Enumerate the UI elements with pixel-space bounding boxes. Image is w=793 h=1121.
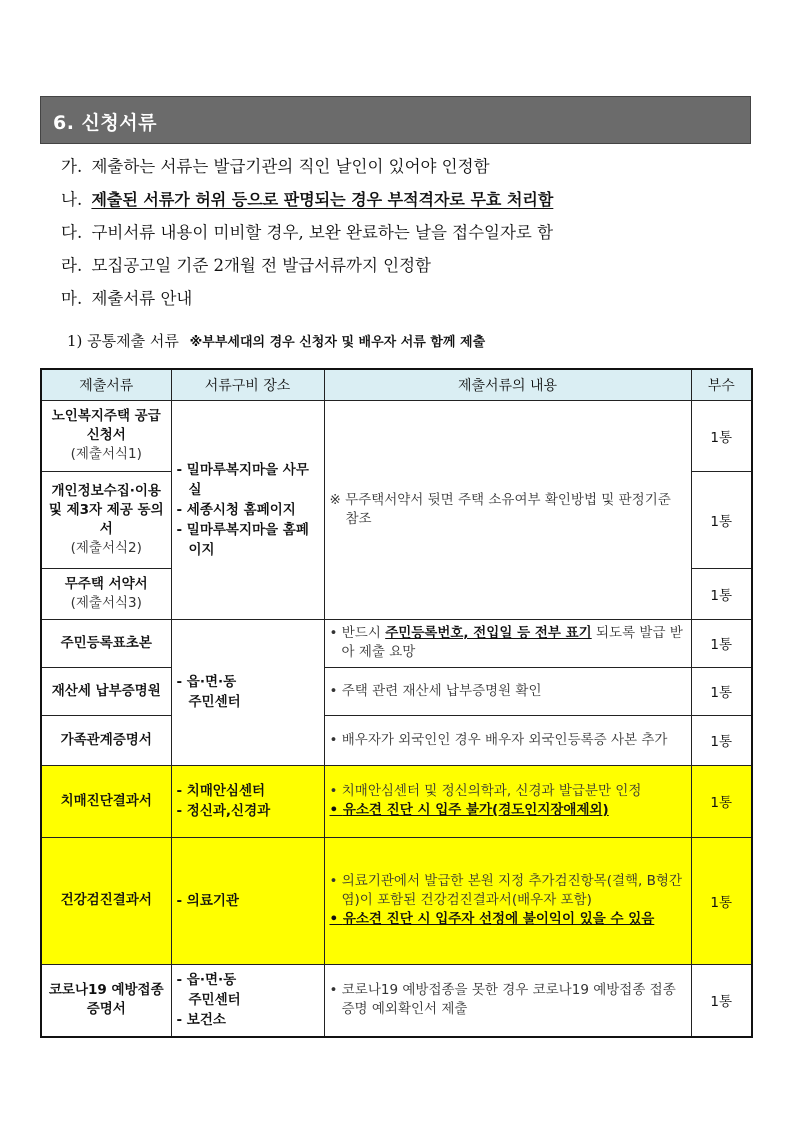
content-text: 주택 관련 재산세 납부증명원 확인 — [341, 682, 542, 699]
note-item — [61, 150, 761, 183]
header-document: 제출서류 — [41, 369, 171, 400]
table-row — [41, 667, 752, 715]
doc-form: (제출서식3) — [70, 594, 142, 611]
count-cell: 1통 — [691, 964, 752, 1037]
note-prefix: 가. — [61, 157, 83, 176]
content-bullet-emphasis: • 유소견 진단 시 입주자 선정에 불이익이 있을 수 있음 — [329, 911, 655, 927]
count-cell: 1통 — [691, 837, 752, 964]
doc-name: 치매진단결과서 — [60, 792, 152, 809]
subheading-note: ※부부세대의 경우 신청자 및 배우자 서류 함께 제출 — [189, 335, 486, 350]
place-cell — [171, 964, 324, 1037]
count-cell: 1통 — [691, 715, 752, 765]
doc-cell — [41, 667, 171, 715]
place-cell — [171, 619, 324, 765]
content-text: 배우자가 외국인인 경우 배우자 외국인등록증 사본 추가 — [341, 731, 668, 748]
doc-name: 재산세 납부증명원 — [51, 682, 161, 699]
place-item: - 의료기관 — [176, 892, 239, 909]
doc-cell — [41, 964, 171, 1037]
doc-name: 무주택 서약서 — [64, 575, 148, 592]
header-content: 제출서류의 내용 — [324, 369, 691, 400]
doc-cell — [41, 619, 171, 667]
doc-cell — [41, 765, 171, 837]
place-item: - 밀마루복지마을 사무실 — [176, 461, 309, 498]
content-cell — [324, 765, 691, 837]
content-cell — [324, 964, 691, 1037]
content-emphasis: 주민등록번호, 전입일 등 전부 표기 — [385, 625, 592, 641]
content-bullet: • 반드시 주민등록번호, 전입일 등 전부 표기 되도록 발급 받아 제출 요망 — [329, 625, 683, 660]
doc-form: (제출서식2) — [70, 539, 142, 556]
doc-form: (제출서식1) — [70, 446, 142, 462]
note-prefix: 라. — [61, 256, 83, 275]
content-cell — [324, 619, 691, 667]
subheading-label: 1) 공통제출 서류 — [67, 332, 179, 350]
section-header — [40, 96, 751, 144]
place-item: 주민센터 — [188, 694, 241, 710]
note-item — [61, 216, 761, 249]
content-text: 의료기관에서 발급한 본원 지정 추가검진항목(결핵, B형간염)이 포함된 건강검진결과서(배우자 포함) — [341, 873, 682, 908]
doc-cell — [41, 400, 171, 471]
place-cell — [171, 837, 324, 964]
note-prefix: 나. — [61, 190, 83, 209]
doc-cell — [41, 837, 171, 964]
place-item: - 밀마루복지마을 홈페이지 — [176, 521, 309, 558]
doc-name: 건강검진결과서 — [60, 892, 152, 908]
doc-name: 개인정보수집·이용 및 제3자 제공 동의서 — [48, 482, 164, 537]
table-row-highlighted — [41, 765, 752, 837]
content-bullet: • 코로나19 예방접종을 못한 경우 코로나19 예방접종 접종증명 예외확인서 제출 — [329, 982, 676, 1018]
doc-name: 코로나19 예방접종 증명서 — [48, 982, 164, 1018]
section-title: 6. 신청서류 — [53, 112, 157, 134]
content-cell — [324, 400, 691, 619]
table-row — [41, 715, 752, 765]
place-item: - 보건소 — [176, 1012, 226, 1029]
count-cell: 1통 — [691, 400, 752, 471]
table-row-highlighted — [41, 837, 752, 964]
content-bullet: • 의료기관에서 발급한 본원 지정 추가검진항목(결핵, B형간염)이 포함된 건강검진결과서(배우자 포함) — [329, 873, 682, 908]
content-text: 유소견 진단 시 입주 불가(경도인지장애제외) — [342, 802, 609, 818]
table-row — [41, 400, 752, 471]
content-cell — [324, 667, 691, 715]
note-item — [61, 282, 761, 315]
note-item — [61, 183, 761, 216]
note-text: 구비서류 내용이 미비할 경우, 보완 완료하는 날을 접수일자로 함 — [91, 223, 554, 242]
doc-cell — [41, 568, 171, 619]
count-cell: 1통 — [691, 471, 752, 568]
note-text: 제출서류 안내 — [91, 289, 193, 308]
notes-list — [61, 150, 761, 315]
content-cell — [324, 715, 691, 765]
doc-cell — [41, 471, 171, 568]
place-item: - 읍·면·동 — [176, 972, 237, 989]
content-text: 되도록 발급 받아 제출 요망 — [341, 625, 683, 660]
content-cell — [324, 837, 691, 964]
table-row — [41, 619, 752, 667]
doc-cell — [41, 715, 171, 765]
doc-name: 주민등록표초본 — [60, 634, 152, 651]
doc-name: 노인복지주택 공급신청서 — [51, 408, 161, 443]
content-text: ※ 무주택서약서 뒷면 주택 소유여부 확인방법 및 판정기준 참조 — [329, 491, 671, 527]
content-text: 치매안심센터 및 정신의학과, 신경과 발급분만 인정 — [341, 783, 642, 799]
content-text: 유소견 진단 시 입주자 선정에 불이익이 있을 수 있음 — [342, 911, 655, 927]
note-text: 제출하는 서류는 발급기관의 직인 날인이 있어야 인정함 — [91, 157, 490, 176]
content-bullet: • 주택 관련 재산세 납부증명원 확인 — [329, 682, 542, 699]
note-prefix: 마. — [61, 289, 83, 308]
header-count: 부수 — [691, 369, 752, 400]
count-cell: 1통 — [691, 619, 752, 667]
content-bullet: • 배우자가 외국인인 경우 배우자 외국인등록증 사본 추가 — [329, 731, 668, 748]
place-cell — [171, 400, 324, 619]
place-item: - 정신과,신경과 — [176, 803, 271, 819]
note-text: 모집공고일 기준 2개월 전 발급서류까지 인정함 — [91, 256, 432, 275]
header-place: 서류구비 장소 — [171, 369, 324, 400]
place-item: - 치매안심센터 — [176, 783, 266, 799]
note-prefix: 다. — [61, 223, 83, 242]
content-bullet: • 치매안심센터 및 정신의학과, 신경과 발급분만 인정 — [329, 783, 642, 799]
place-item: - 세종시청 홈페이지 — [176, 501, 296, 518]
doc-name: 가족관계증명서 — [60, 731, 152, 748]
content-text: 반드시 — [341, 625, 386, 641]
content-bullet-emphasis: • 유소견 진단 시 입주 불가(경도인지장애제외) — [329, 802, 609, 818]
count-cell: 1통 — [691, 667, 752, 715]
table-header-row — [41, 369, 752, 400]
place-item: - 읍·면·동 — [176, 674, 237, 690]
note-item — [61, 249, 761, 282]
table-row — [41, 964, 752, 1037]
count-cell: 1통 — [691, 568, 752, 619]
place-cell — [171, 765, 324, 837]
note-text-emphasized: 제출된 서류가 허위 등으로 판명되는 경우 부적격자로 무효 처리함 — [91, 190, 554, 209]
content-text: 코로나19 예방접종을 못한 경우 코로나19 예방접종 접종증명 예외확인서 제출 — [341, 982, 676, 1018]
subheading — [67, 330, 485, 352]
count-cell: 1통 — [691, 765, 752, 837]
place-item: 주민센터 — [188, 992, 241, 1009]
documents-table — [40, 368, 753, 1038]
